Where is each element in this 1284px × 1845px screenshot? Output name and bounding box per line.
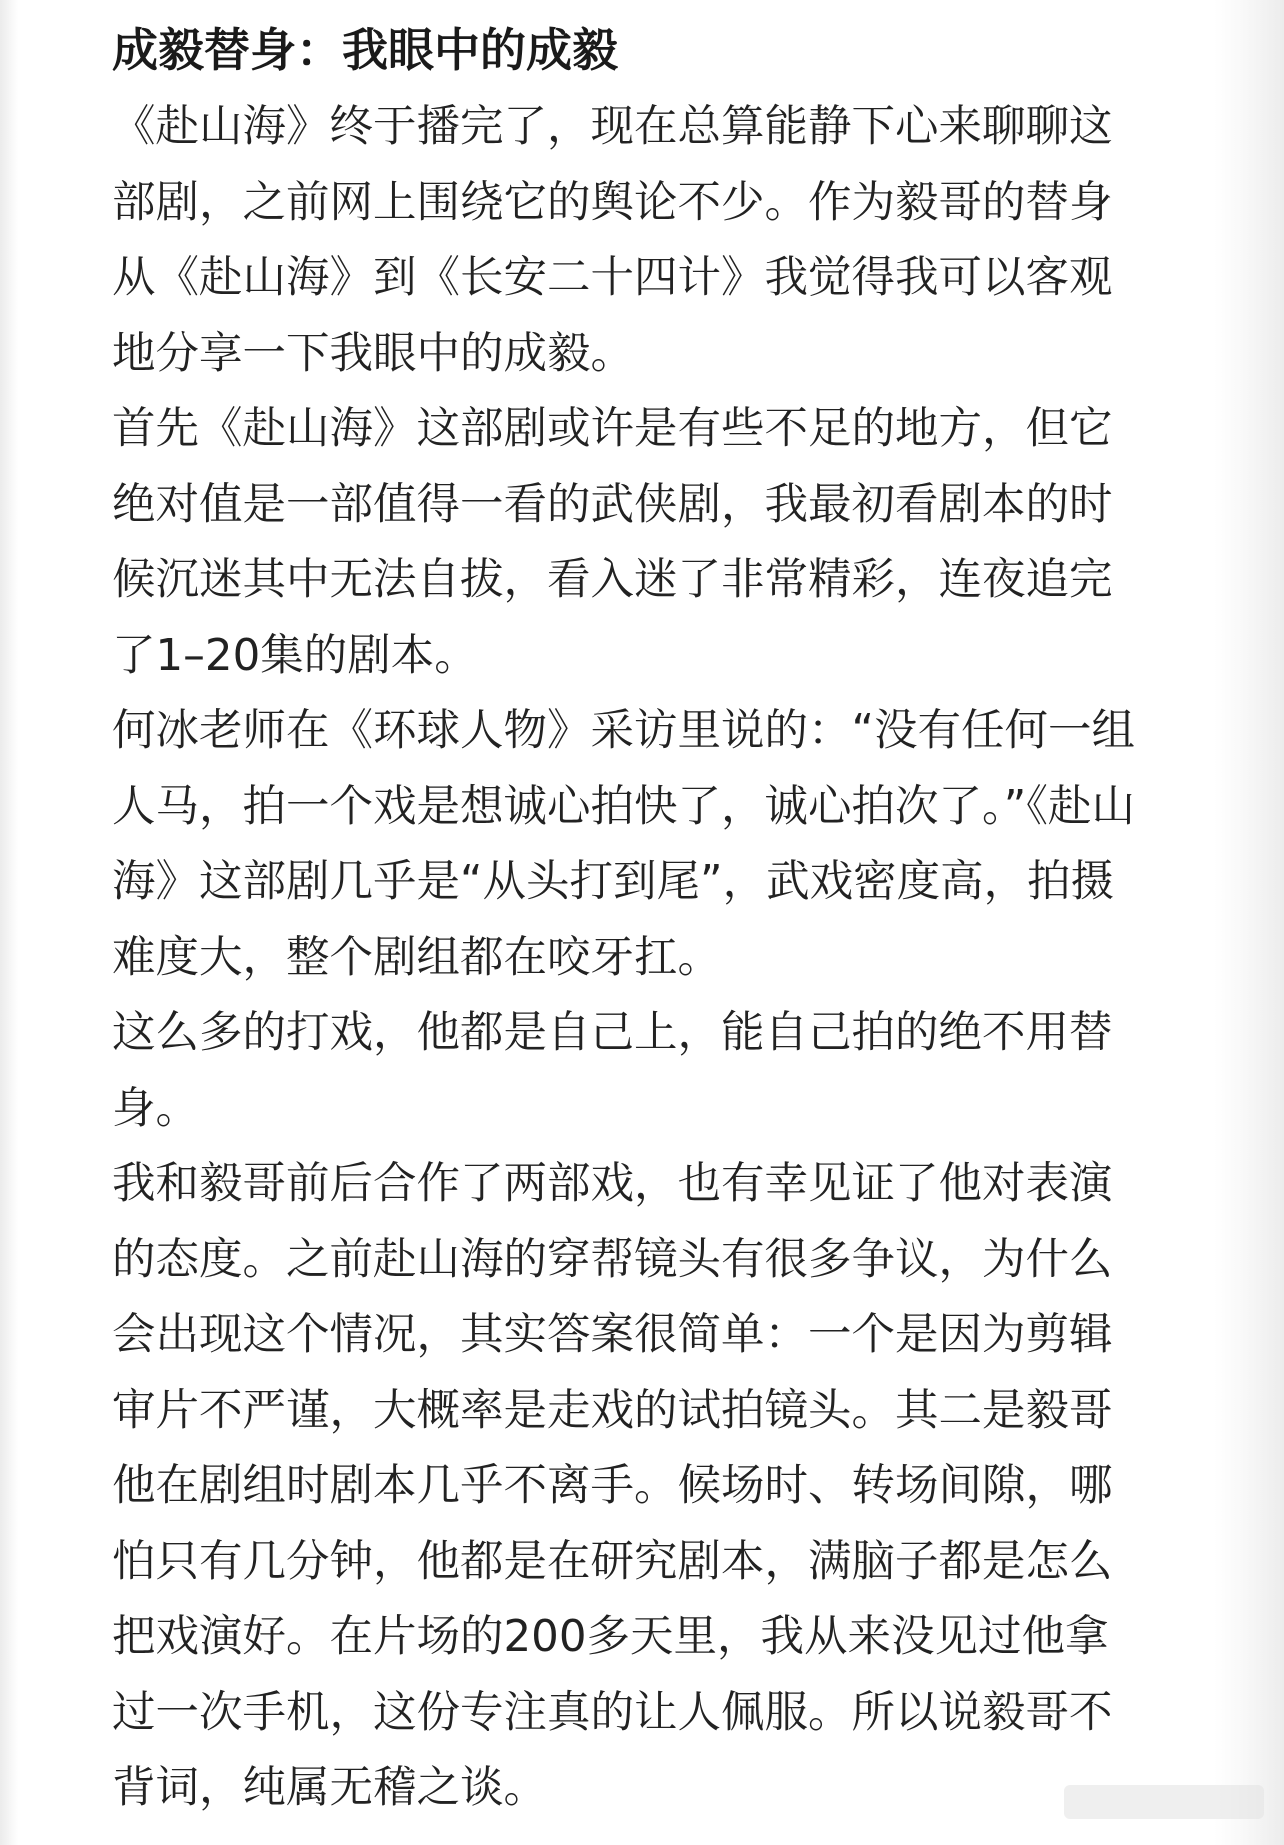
paragraph-5: 我和毅哥前后合作了两部戏，也有幸见证了他对表演的态度。之前赴山海的穿帮镜头有很多争议，为什么会出现这个情况，其实答案很简单：一个是因为剪辑审片不严谨，大概率是走戏的试拍镜头。其二是毅哥他在剧组时剧本几乎不离手。候场时、转场间隙，哪怕只有几分钟，他都是在研究剧本，满脑子都是怎么把戏演好。在片场的200多天里，我从来没见过他拿过一次手机，这份专注真的让人佩服。所以说毅哥不背词，纯属无稽之谈。 bbox=[112, 1159, 1113, 1813]
paragraph-4: 这么多的打戏，他都是自己上，能自己拍的绝不用替身。 bbox=[112, 1008, 1113, 1134]
watermark-badge bbox=[1064, 1785, 1264, 1819]
article-title: 成毅替身：我眼中的成毅 bbox=[112, 23, 618, 77]
paragraph-2: 首先《赴山海》这部剧或许是有些不足的地方，但它绝对值是一部值得一看的武侠剧，我最初看剧本的时候沉迷其中无法自拔，看入迷了非常精彩，连夜追完了1–20集的剧本。 bbox=[112, 404, 1113, 681]
paragraph-3: 何冰老师在《环球人物》采访里说的：“没有任何一组人马，拍一个戏是想诚心拍快了，诚心拍次了。”《赴山海》这部剧几乎是“从头打到尾”，武戏密度高，拍摄难度大，整个剧组都在咬牙扛。 bbox=[112, 706, 1136, 983]
left-edge-shade bbox=[0, 0, 18, 1845]
right-edge-shade bbox=[1214, 0, 1284, 1845]
paragraph-1: 《赴山海》终于播完了，现在总算能静下心来聊聊这部剧，之前网上围绕它的舆论不少。作为毅哥的替身从《赴山海》到《长安二十四计》我觉得我可以客观地分享一下我眼中的成毅。 bbox=[112, 102, 1113, 379]
article-body bbox=[112, 10, 1137, 1827]
